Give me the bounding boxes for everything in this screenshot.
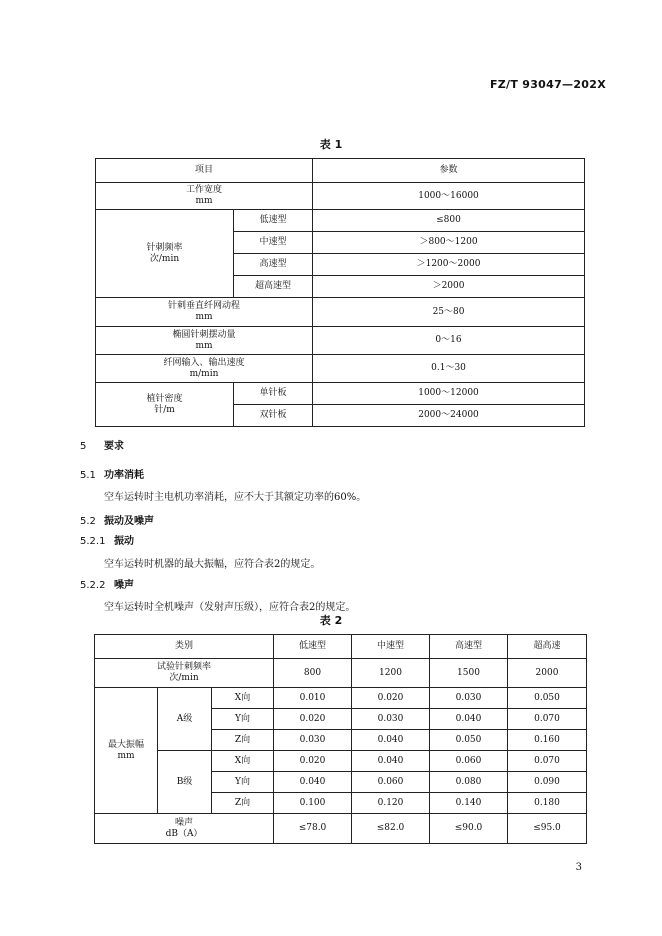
table2-head-col: 超高速 bbox=[508, 635, 587, 659]
table-row bbox=[95, 814, 587, 844]
section-title: 噪声 bbox=[114, 580, 134, 591]
table-row bbox=[95, 688, 587, 709]
amplitude-value: 0.070 bbox=[508, 709, 587, 730]
table-row bbox=[95, 751, 587, 772]
density-type: 双针板 bbox=[234, 405, 313, 427]
amplitude-value: 0.040 bbox=[430, 709, 508, 730]
noise-value: ≤95.0 bbox=[508, 814, 587, 844]
noise-value: ≤90.0 bbox=[430, 814, 508, 844]
web-speed-label: 纤网输入、输出速度 bbox=[163, 357, 245, 368]
table-row bbox=[96, 183, 585, 210]
amplitude-value: 0.100 bbox=[274, 793, 352, 814]
table2-vibration-noise bbox=[94, 634, 587, 844]
direction: Y向 bbox=[212, 709, 274, 730]
amplitude-value: 0.060 bbox=[352, 772, 430, 793]
elliptical-swing-value: 0～16 bbox=[313, 327, 585, 355]
density-value: 2000～24000 bbox=[313, 405, 585, 427]
table1-caption: 表 1 bbox=[319, 138, 343, 151]
test-freq-value: 1500 bbox=[430, 659, 508, 688]
web-speed-unit: m/min bbox=[189, 368, 219, 379]
freq-value: ＞800～1200 bbox=[313, 232, 585, 254]
work-width-unit: mm bbox=[195, 196, 213, 206]
needling-freq-label: 针刺频率 bbox=[146, 242, 183, 253]
section-5-heading bbox=[80, 437, 124, 452]
table2-head-col: 高速型 bbox=[430, 635, 508, 659]
freq-value: ＞2000 bbox=[313, 276, 585, 298]
amplitude-value: 0.040 bbox=[352, 730, 430, 751]
table-row bbox=[96, 298, 585, 327]
amplitude-value: 0.030 bbox=[274, 730, 352, 751]
freq-type: 低速型 bbox=[234, 210, 313, 232]
freq-type: 超高速型 bbox=[234, 276, 313, 298]
test-freq-value: 2000 bbox=[508, 659, 587, 688]
amplitude-value: 0.020 bbox=[352, 688, 430, 709]
section-number: 5.2.2 bbox=[80, 580, 106, 591]
section-title: 振动及噪声 bbox=[104, 516, 154, 527]
freq-type: 中速型 bbox=[234, 232, 313, 254]
amplitude-value: 0.020 bbox=[274, 709, 352, 730]
grade-a: A级 bbox=[158, 688, 212, 751]
table-row bbox=[96, 159, 585, 183]
amplitude-value: 0.030 bbox=[352, 709, 430, 730]
section-number: 5.1 bbox=[80, 470, 96, 481]
direction: Z向 bbox=[212, 730, 274, 751]
table-row bbox=[96, 210, 585, 232]
section-title: 振动 bbox=[114, 536, 134, 547]
section-number: 5 bbox=[80, 441, 87, 452]
web-speed-value: 0.1～30 bbox=[313, 355, 585, 383]
direction: Y向 bbox=[212, 772, 274, 793]
amplitude-value: 0.020 bbox=[274, 751, 352, 772]
density-type: 单针板 bbox=[234, 383, 313, 405]
amplitude-value: 0.070 bbox=[508, 751, 587, 772]
section-5-2-2-heading bbox=[80, 576, 134, 591]
web-speed-label-cell bbox=[96, 355, 313, 383]
test-freq-label-cell bbox=[95, 659, 274, 688]
elliptical-swing-label: 椭圆针刺摆动量 bbox=[172, 329, 236, 340]
amplitude-value: 0.080 bbox=[430, 772, 508, 793]
work-width-value: 1000～16000 bbox=[313, 183, 585, 210]
vertical-stroke-label: 针刺垂直纤网动程 bbox=[168, 301, 241, 311]
test-freq-value: 1200 bbox=[352, 659, 430, 688]
table-row bbox=[96, 383, 585, 405]
table2-head-col: 低速型 bbox=[274, 635, 352, 659]
noise-value: ≤78.0 bbox=[274, 814, 352, 844]
elliptical-swing-unit: mm bbox=[195, 340, 213, 351]
needling-freq-label-cell bbox=[96, 210, 234, 298]
freq-value: ＞1200～2000 bbox=[313, 254, 585, 276]
density-value: 1000～12000 bbox=[313, 383, 585, 405]
freq-value: ≤800 bbox=[313, 210, 585, 232]
table-row bbox=[96, 355, 585, 383]
amplitude-value: 0.050 bbox=[430, 730, 508, 751]
amplitude-value: 0.180 bbox=[508, 793, 587, 814]
amplitude-value: 0.010 bbox=[274, 688, 352, 709]
table-row bbox=[96, 327, 585, 355]
section-5-1-heading bbox=[80, 466, 144, 481]
section-5-2-2-text: 空车运转时全机噪声（发射声压级），应符合表2的规定。 bbox=[104, 602, 356, 613]
amplitude-value: 0.160 bbox=[508, 730, 587, 751]
standard-code: FZ/T 93047—202X bbox=[489, 78, 606, 91]
table1-head-param: 参数 bbox=[313, 159, 585, 183]
section-title: 要求 bbox=[104, 441, 124, 452]
amplitude-value: 0.050 bbox=[508, 688, 587, 709]
test-freq-label: 试验针刺频率 bbox=[156, 662, 211, 672]
table-row bbox=[95, 659, 587, 688]
direction: X向 bbox=[212, 688, 274, 709]
amplitude-value: 0.030 bbox=[430, 688, 508, 709]
vertical-stroke-label-cell bbox=[96, 298, 313, 327]
amplitude-value: 0.040 bbox=[352, 751, 430, 772]
section-5-2-1-text: 空车运转时机器的最大振幅，应符合表2的规定。 bbox=[104, 559, 321, 570]
elliptical-swing-label-cell bbox=[96, 327, 313, 355]
direction: Z向 bbox=[212, 793, 274, 814]
noise-unit: dB（A） bbox=[165, 828, 203, 839]
table2-head-category: 类别 bbox=[95, 635, 274, 659]
work-width-label: 工作宽度 bbox=[186, 185, 223, 195]
vertical-stroke-unit: mm bbox=[195, 312, 213, 322]
table1-head-item: 项目 bbox=[96, 159, 313, 183]
needling-freq-unit: 次/min bbox=[149, 253, 180, 264]
amplitude-value: 0.040 bbox=[274, 772, 352, 793]
section-5-2-heading bbox=[80, 512, 154, 527]
noise-label-cell bbox=[95, 814, 274, 844]
amplitude-value: 0.140 bbox=[430, 793, 508, 814]
section-5-1-text: 空车运转时主电机功率消耗，应不大于其额定功率的60%。 bbox=[104, 492, 367, 503]
table-row bbox=[95, 635, 587, 659]
needle-density-label: 植针密度 bbox=[146, 393, 183, 404]
test-freq-unit: 次/min bbox=[169, 673, 199, 683]
section-number: 5.2.1 bbox=[80, 536, 106, 547]
section-title: 功率消耗 bbox=[104, 470, 144, 481]
work-width-label-cell bbox=[96, 183, 313, 210]
amplitude-label: 最大振幅 bbox=[107, 739, 144, 750]
section-5-2-1-heading bbox=[80, 532, 134, 547]
page-number: 3 bbox=[575, 862, 582, 873]
vertical-stroke-value: 25～80 bbox=[313, 298, 585, 327]
amplitude-label-cell bbox=[95, 688, 158, 814]
table1-parameters bbox=[95, 158, 585, 427]
table2-caption: 表 2 bbox=[319, 614, 343, 627]
amplitude-value: 0.090 bbox=[508, 772, 587, 793]
noise-label: 噪声 bbox=[174, 817, 193, 828]
needle-density-label-cell bbox=[96, 383, 234, 427]
table2-head-col: 中速型 bbox=[352, 635, 430, 659]
amplitude-value: 0.120 bbox=[352, 793, 430, 814]
test-freq-value: 800 bbox=[274, 659, 352, 688]
freq-type: 高速型 bbox=[234, 254, 313, 276]
amplitude-unit: mm bbox=[117, 750, 135, 761]
direction: X向 bbox=[212, 751, 274, 772]
noise-value: ≤82.0 bbox=[352, 814, 430, 844]
section-number: 5.2 bbox=[80, 516, 96, 527]
amplitude-value: 0.060 bbox=[430, 751, 508, 772]
grade-b: B级 bbox=[158, 751, 212, 814]
needle-density-unit: 针/m bbox=[154, 404, 175, 415]
